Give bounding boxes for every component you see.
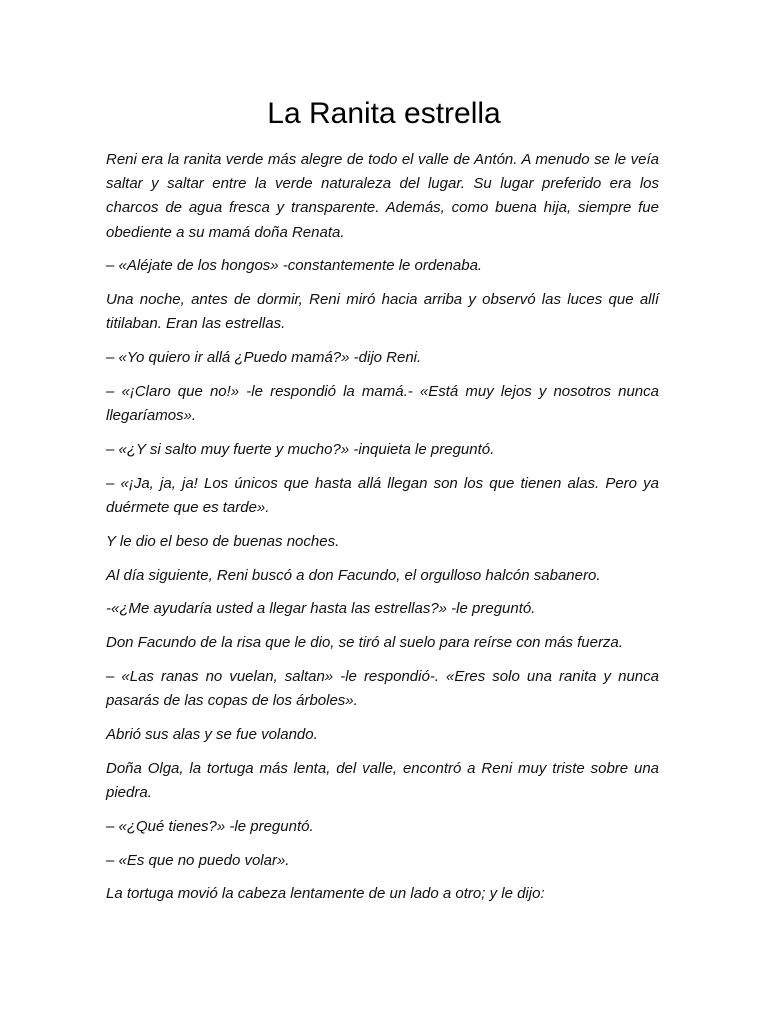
paragraph: Y le dio el beso de buenas noches. — [106, 532, 340, 550]
paragraph: – «¡Ja, ja, ja! Los únicos que hasta allá llegan son los que tienen alas. Pero ya duérmete que es tarde». — [106, 474, 659, 516]
paragraph: – «¿Qué tienes?» -le preguntó. — [106, 817, 314, 835]
paragraph: – «Yo quiero ir allá ¿Puedo mamá?» -dijo Reni. — [106, 349, 422, 367]
story-body — [106, 148, 659, 916]
paragraph: – «Aléjate de los hongos» -constantemente le ordenaba. — [106, 257, 483, 275]
paragraph: -«¿Me ayudaría usted a llegar hasta las estrellas?» -le preguntó. — [106, 600, 536, 618]
paragraph: Una noche, antes de dormir, Reni miró hacia arriba y observó las luces que allí titilaban. Eran las estrellas. — [106, 291, 659, 333]
paragraph: – «¿Y si salto muy fuerte y mucho?» -inquieta le preguntó. — [106, 441, 495, 458]
paragraph: Doña Olga, la tortuga más lenta, del valle, encontró a Reni muy triste sobre una piedra. — [106, 759, 659, 801]
paragraph: – «Las ranas no vuelan, saltan» -le respondió-. «Eres solo una ranita y nunca pasarás de las copas de los árboles». — [106, 667, 659, 710]
paragraph: – «¡Claro que no!» -le respondió la mamá.- «Está muy lejos y nosotros nunca llegaríamos». — [106, 383, 659, 425]
paragraph: Reni era la ranita verde más alegre de todo el valle de Antón. A menudo se le veía saltar y saltar entre la verde naturaleza del lugar. Su lugar preferido era los charcos de agua fresca y transparente. Además, como buena hija, siempre fue obediente a su mamá doña Renata. — [106, 151, 659, 241]
document-title: La Ranita estrella — [267, 97, 501, 130]
paragraph: Don Facundo de la risa que le dio, se tiró al suelo para reírse con más fuerza. — [106, 634, 623, 652]
paragraph: Al día siguiente, Reni buscó a don Facundo, el orgulloso halcón sabanero. — [106, 566, 601, 584]
paragraph: Abrió sus alas y se fue volando. — [106, 725, 318, 743]
paragraph: – «Es que no puedo volar». — [106, 851, 290, 869]
paragraph: La tortuga movió la cabeza lentamente de un lado a otro; y le dijo: — [106, 885, 545, 903]
